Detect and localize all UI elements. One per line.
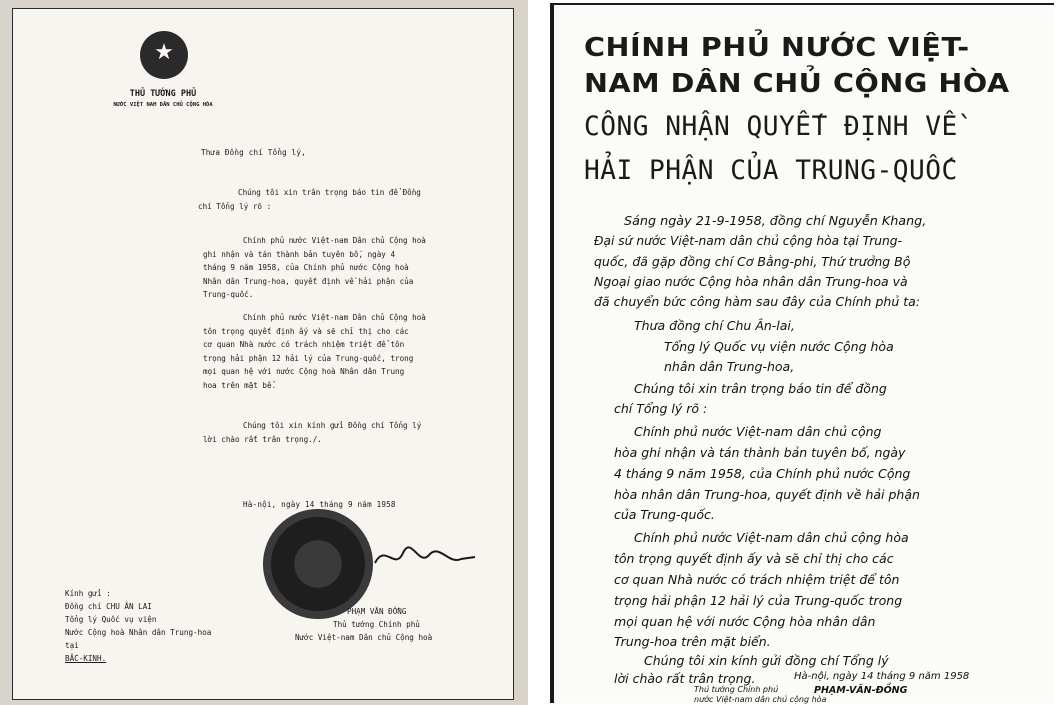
headline-line: CHÍNH PHỦ NƯỚC VIỆT- (584, 33, 970, 63)
letter-line: Nước Cộng hoà Nhân dân Trung-hoa (65, 628, 212, 637)
letter-panel (0, 0, 528, 705)
clipping-line: nước Việt-nam dân chủ cộng hòa (694, 695, 827, 704)
clipping-line: Hà-nội, ngày 14 tháng 9 năm 1958 (794, 671, 970, 682)
clipping-line: quốc, đã gặp đồng chí Cơ Bằng-phi, Thứ trưởng Bộ (594, 254, 911, 269)
letter-line: Thủ tướng Chính phủ (333, 620, 420, 629)
letter-line: Nước Việt-nam Dân chủ Cộng hoà (295, 633, 433, 642)
clipping-line: cơ quan Nhà nước có trách nhiệm triệt để tôn (614, 572, 900, 587)
letter-line: Đồng chí CHU ÂN LAI (65, 602, 152, 611)
clipping-line: Thủ tướng Chính phủ (694, 685, 779, 694)
clipping-line: Đại sứ nước Việt-nam dân chủ cộng hòa tại Trung- (594, 233, 902, 248)
letter-para-4 (203, 419, 422, 446)
letter-line: Chính phủ nước Việt-nam Dân chủ Cộng hoà (243, 236, 426, 245)
letter-line: mọi quan hệ với nước Cộng hoà Nhân dân Trung (203, 367, 405, 376)
clipping-line: Chính phủ nước Việt-nam dân chủ cộng (634, 424, 882, 439)
signature-icon (371, 537, 481, 577)
letter-line: lời chào rất trân trọng./. (203, 434, 322, 444)
clipping-line: hòa ghi nhận và tán thành bản tuyên bố, ngày (614, 445, 906, 460)
letter-line: PHẠM VĂN ĐỒNG (347, 607, 407, 616)
letter-line: Chúng tôi xin trân trọng báo tin để Đồng (238, 188, 421, 197)
letter-line: tháng 9 năm 1958, của Chính phủ nước Cộng hoà (203, 263, 409, 272)
letter-recipient (65, 587, 211, 665)
clipping-line: trọng hải phận 12 hải lý của Trung-quốc trong (614, 593, 903, 608)
letter-para-3 (203, 311, 426, 392)
clipping-line: lời chào rất trân trọng. (614, 671, 756, 686)
clipping-line: Trung-hoa trên mặt biển. (614, 634, 771, 649)
letter-line: Chính phủ nước Việt-nam Dân chủ Cộng hoà (243, 313, 426, 322)
letter-line: Chúng tôi xin kính gửi Đồng chí Tổng lý (243, 421, 422, 430)
letter-line: cơ quan Nhà nước có trách nhiệm triệt để tôn (203, 340, 405, 349)
clipping-line: mọi quan hệ với nước Cộng hòa nhân dân (614, 614, 876, 629)
clipping-line: Chúng tôi xin kính gửi đồng chí Tổng lý (644, 653, 889, 668)
letter-office: THỦ TƯỚNG PHỦ (129, 89, 197, 99)
clipping-line: PHẠM-VĂN-ĐỒNG (814, 685, 908, 696)
clipping-line: Ngoại giao nước Cộng hòa nhân dân Trung-hoa và (594, 274, 908, 289)
letter-page (12, 8, 514, 700)
clipping-line: 4 tháng 9 năm 1958, của Chính phủ nước Cộng (614, 466, 911, 481)
letter-para-2 (203, 234, 426, 302)
letter-country: NƯỚC VIỆT NAM DÂN CHỦ CỘNG HÒA (113, 102, 213, 108)
clipping-line: đã chuyển bức công hàm sau đây của Chính phủ ta: (594, 294, 920, 309)
headline-line: CÔNG NHẬN QUYẾT ĐỊNH VỀ (584, 111, 958, 142)
letter-para-1 (198, 186, 421, 213)
letter-line: tôn trọng quyết định ấy và sẽ chỉ thị cho các (203, 326, 409, 336)
letter-line: tại (65, 641, 79, 650)
clipping-panel (528, 0, 1057, 705)
clipping-line: chí Tổng lý rõ : (614, 401, 708, 416)
letter-signer (295, 605, 432, 644)
letter-line: hoa trên mặt bể. (203, 380, 277, 390)
clipping-line: của Trung-quốc. (614, 507, 715, 522)
clipping-line: hòa nhân dân Trung-hoa, quyết định về hải phận (614, 487, 920, 502)
letter-line: BẮC-KINH. (65, 654, 107, 663)
letter-place-date: Hà-nội, ngày 14 tháng 9 năm 1958 (243, 500, 396, 509)
clipping-line: Chúng tôi xin trân trọng báo tin để đồng (634, 381, 887, 396)
letter-line: Kính gửi : (65, 589, 111, 598)
clipping-line: Tổng lý Quốc vụ viện nước Cộng hòa (664, 339, 894, 354)
headline-line: NAM DÂN CHỦ CỘNG HÒA (584, 69, 1010, 99)
letter-line: ghi nhận và tán thành bản tuyên bố, ngày 4 (203, 249, 396, 259)
letter-line: Trung-quốc. (203, 290, 254, 299)
clipping-line: nhân dân Trung-hoa, (664, 359, 795, 374)
clipping-line: Thưa đồng chí Chu Ân-lai, (634, 318, 795, 333)
letter-line: chí Tổng lý rõ : (198, 201, 272, 211)
clipping-line: Chính phủ nước Việt-nam dân chủ cộng hòa (634, 530, 909, 545)
national-emblem-icon (140, 31, 188, 79)
letter-line: Tổng lý Quốc vụ viện (65, 615, 157, 624)
letter-line: Nhân dân Trung-hoa, quyết định về hải phận của (203, 276, 414, 286)
letter-line: trọng hải phận 12 hải lý của Trung-quốc, trong (203, 353, 414, 363)
newspaper-clipping (550, 3, 1054, 703)
clipping-line: Sáng ngày 21-9-1958, đồng chí Nguyễn Khang, (624, 213, 927, 228)
clipping-line: tôn trọng quyết định ấy và sẽ chỉ thị cho các (614, 551, 894, 566)
headline-line: HẢI PHẬN CỦA TRUNG-QUỐC (584, 155, 958, 186)
letter-salutation: Thưa Đồng chí Tổng lý, (201, 148, 306, 157)
official-seal-icon (263, 509, 373, 619)
